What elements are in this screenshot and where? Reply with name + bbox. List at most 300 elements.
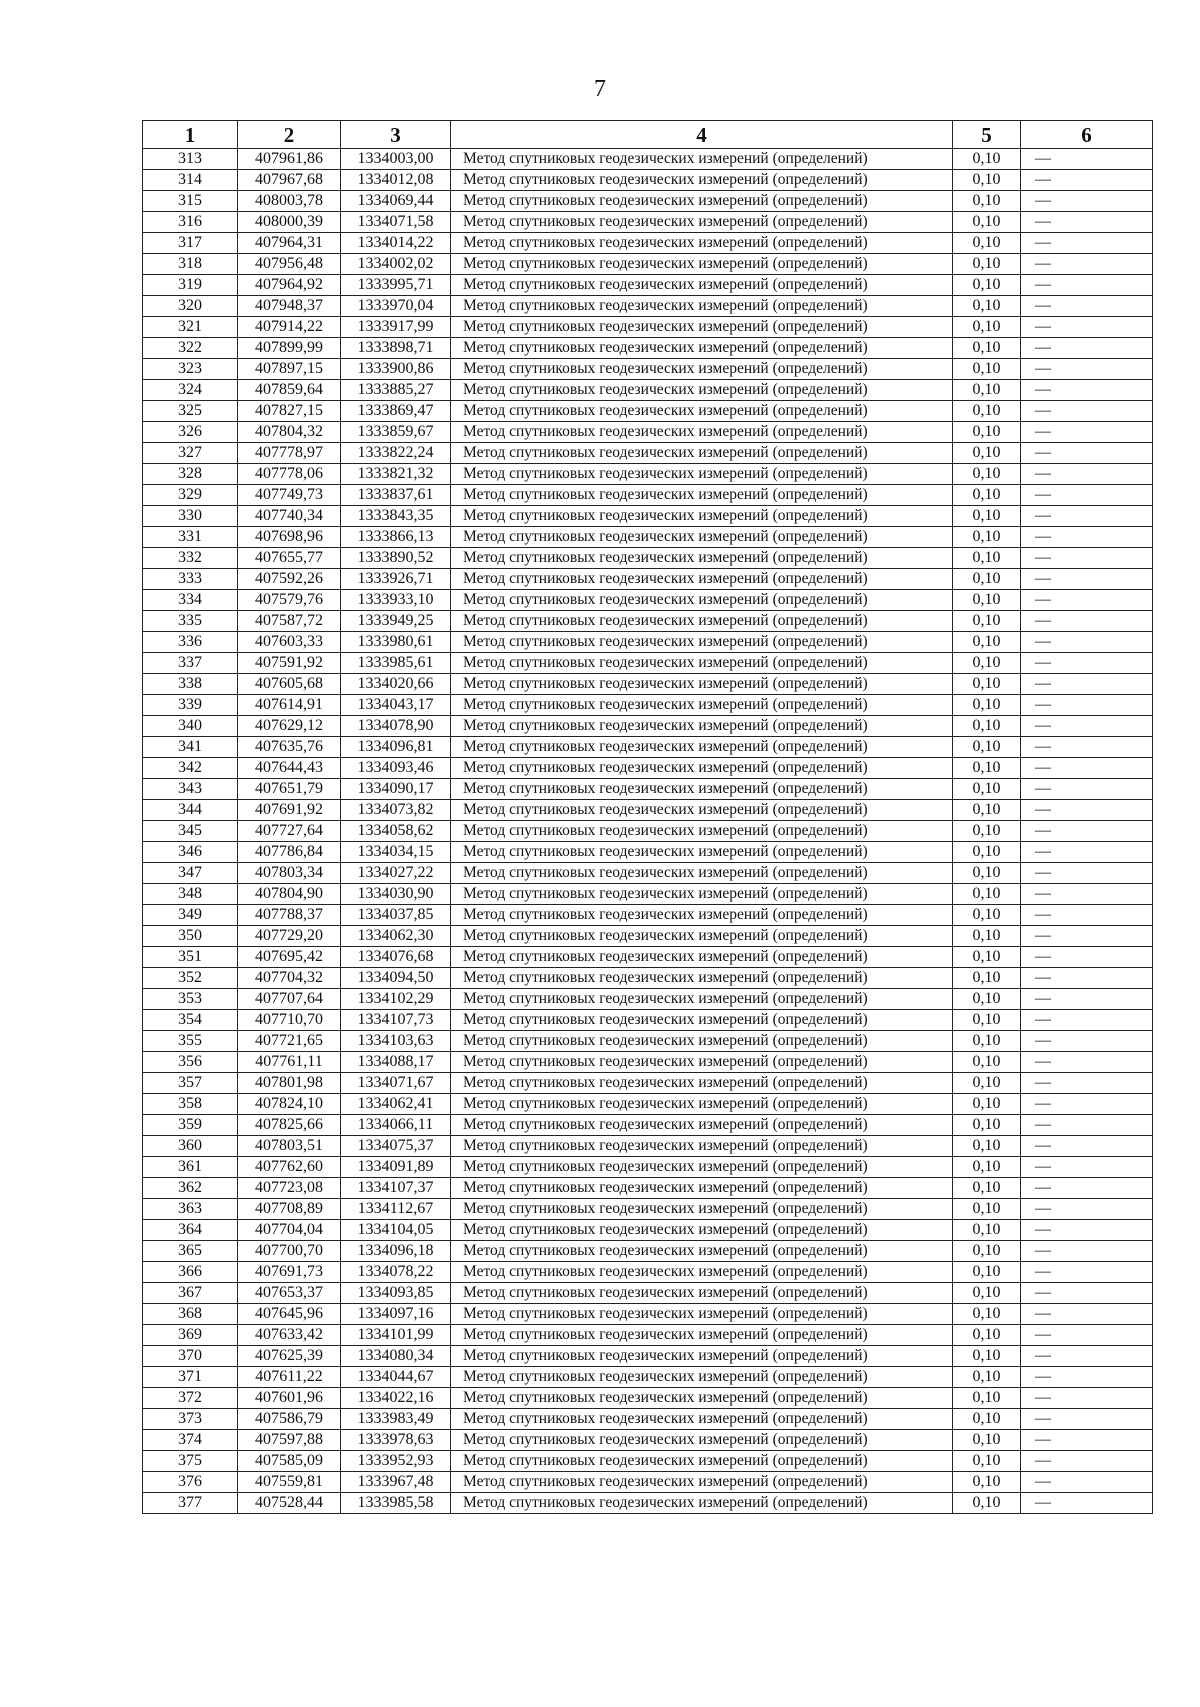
point-number-cell: 326 (143, 422, 238, 443)
accuracy-cell: 0,10 (953, 233, 1021, 254)
description-cell: — (1021, 590, 1153, 611)
description-cell: — (1021, 1136, 1153, 1157)
point-number-cell: 316 (143, 212, 238, 233)
description-cell: — (1021, 1262, 1153, 1283)
description-cell: — (1021, 695, 1153, 716)
accuracy-cell: 0,10 (953, 1073, 1021, 1094)
method-cell: Метод спутниковых геодезических измерений (определений) (451, 275, 953, 296)
table-row (143, 422, 1153, 443)
x-coordinate-cell: 407749,73 (238, 485, 341, 506)
point-number-cell: 351 (143, 947, 238, 968)
accuracy-cell: 0,10 (953, 674, 1021, 695)
point-number-cell: 366 (143, 1262, 238, 1283)
y-coordinate-cell: 1334071,67 (341, 1073, 451, 1094)
table-row (143, 1052, 1153, 1073)
accuracy-cell: 0,10 (953, 737, 1021, 758)
description-cell: — (1021, 968, 1153, 989)
table-row (143, 821, 1153, 842)
table-row (143, 338, 1153, 359)
y-coordinate-cell: 1333890,52 (341, 548, 451, 569)
description-cell: — (1021, 296, 1153, 317)
x-coordinate-cell: 407964,92 (238, 275, 341, 296)
y-coordinate-cell: 1333952,93 (341, 1451, 451, 1472)
description-cell: — (1021, 821, 1153, 842)
description-cell: — (1021, 254, 1153, 275)
x-coordinate-cell: 407653,37 (238, 1283, 341, 1304)
point-number-cell: 327 (143, 443, 238, 464)
method-cell: Метод спутниковых геодезических измерений (определений) (451, 1073, 953, 1094)
x-coordinate-cell: 407824,10 (238, 1094, 341, 1115)
y-coordinate-cell: 1334012,08 (341, 170, 451, 191)
method-cell: Метод спутниковых геодезических измерений (определений) (451, 485, 953, 506)
point-number-cell: 364 (143, 1220, 238, 1241)
description-cell: — (1021, 338, 1153, 359)
x-coordinate-cell: 408000,39 (238, 212, 341, 233)
page-number: 7 (594, 76, 606, 102)
point-number-cell: 375 (143, 1451, 238, 1472)
method-cell: Метод спутниковых геодезических измерений (определений) (451, 1157, 953, 1178)
method-cell: Метод спутниковых геодезических измерений (определений) (451, 590, 953, 611)
method-cell: Метод спутниковых геодезических измерений (определений) (451, 821, 953, 842)
method-cell: Метод спутниковых геодезических измерений (определений) (451, 380, 953, 401)
x-coordinate-cell: 407695,42 (238, 947, 341, 968)
header-col-2: 2 (238, 121, 341, 149)
accuracy-cell: 0,10 (953, 1010, 1021, 1031)
accuracy-cell: 0,10 (953, 338, 1021, 359)
x-coordinate-cell: 407762,60 (238, 1157, 341, 1178)
table-row (143, 296, 1153, 317)
accuracy-cell: 0,10 (953, 905, 1021, 926)
y-coordinate-cell: 1334003,00 (341, 149, 451, 170)
table-row (143, 275, 1153, 296)
accuracy-cell: 0,10 (953, 1115, 1021, 1136)
description-cell: — (1021, 1346, 1153, 1367)
description-cell: — (1021, 506, 1153, 527)
description-cell: — (1021, 1388, 1153, 1409)
description-cell: — (1021, 1493, 1153, 1514)
table-row (143, 254, 1153, 275)
x-coordinate-cell: 407651,79 (238, 779, 341, 800)
point-number-cell: 331 (143, 527, 238, 548)
y-coordinate-cell: 1334076,68 (341, 947, 451, 968)
table-row (143, 1451, 1153, 1472)
accuracy-cell: 0,10 (953, 1157, 1021, 1178)
table-row (143, 506, 1153, 527)
accuracy-cell: 0,10 (953, 1220, 1021, 1241)
accuracy-cell: 0,10 (953, 716, 1021, 737)
y-coordinate-cell: 1334044,67 (341, 1367, 451, 1388)
method-cell: Метод спутниковых геодезических измерений (определений) (451, 1367, 953, 1388)
x-coordinate-cell: 407528,44 (238, 1493, 341, 1514)
description-cell: — (1021, 716, 1153, 737)
description-cell: — (1021, 632, 1153, 653)
method-cell: Метод спутниковых геодезических измерений (определений) (451, 149, 953, 170)
accuracy-cell: 0,10 (953, 254, 1021, 275)
y-coordinate-cell: 1333866,13 (341, 527, 451, 548)
point-number-cell: 358 (143, 1094, 238, 1115)
description-cell: — (1021, 1157, 1153, 1178)
x-coordinate-cell: 407914,22 (238, 317, 341, 338)
description-cell: — (1021, 1178, 1153, 1199)
accuracy-cell: 0,10 (953, 1199, 1021, 1220)
description-cell: — (1021, 422, 1153, 443)
accuracy-cell: 0,10 (953, 590, 1021, 611)
table-row (143, 905, 1153, 926)
point-number-cell: 335 (143, 611, 238, 632)
y-coordinate-cell: 1333949,25 (341, 611, 451, 632)
method-cell: Метод спутниковых геодезических измерений (определений) (451, 212, 953, 233)
method-cell: Метод спутниковых геодезических измерений (определений) (451, 527, 953, 548)
y-coordinate-cell: 1333859,67 (341, 422, 451, 443)
method-cell: Метод спутниковых геодезических измерений (определений) (451, 653, 953, 674)
point-number-cell: 346 (143, 842, 238, 863)
method-cell: Метод спутниковых геодезических измерений (определений) (451, 1346, 953, 1367)
accuracy-cell: 0,10 (953, 317, 1021, 338)
point-number-cell: 353 (143, 989, 238, 1010)
table-row (143, 863, 1153, 884)
x-coordinate-cell: 407948,37 (238, 296, 341, 317)
point-number-cell: 354 (143, 1010, 238, 1031)
table-row (143, 359, 1153, 380)
y-coordinate-cell: 1333900,86 (341, 359, 451, 380)
y-coordinate-cell: 1334091,89 (341, 1157, 451, 1178)
description-cell: — (1021, 1220, 1153, 1241)
x-coordinate-cell: 407704,32 (238, 968, 341, 989)
x-coordinate-cell: 407788,37 (238, 905, 341, 926)
y-coordinate-cell: 1333898,71 (341, 338, 451, 359)
accuracy-cell: 0,10 (953, 653, 1021, 674)
point-number-cell: 324 (143, 380, 238, 401)
x-coordinate-cell: 407801,98 (238, 1073, 341, 1094)
x-coordinate-cell: 407587,72 (238, 611, 341, 632)
method-cell: Метод спутниковых геодезических измерений (определений) (451, 842, 953, 863)
table-row (143, 926, 1153, 947)
accuracy-cell: 0,10 (953, 989, 1021, 1010)
method-cell: Метод спутниковых геодезических измерений (определений) (451, 1199, 953, 1220)
x-coordinate-cell: 407605,68 (238, 674, 341, 695)
method-cell: Метод спутниковых геодезических измерений (определений) (451, 233, 953, 254)
accuracy-cell: 0,10 (953, 1094, 1021, 1115)
point-number-cell: 342 (143, 758, 238, 779)
method-cell: Метод спутниковых геодезических измерений (определений) (451, 1283, 953, 1304)
table-row (143, 464, 1153, 485)
x-coordinate-cell: 407803,51 (238, 1136, 341, 1157)
accuracy-cell: 0,10 (953, 1493, 1021, 1514)
y-coordinate-cell: 1334078,22 (341, 1262, 451, 1283)
x-coordinate-cell: 407778,06 (238, 464, 341, 485)
table-row (143, 1367, 1153, 1388)
y-coordinate-cell: 1334034,15 (341, 842, 451, 863)
accuracy-cell: 0,10 (953, 1304, 1021, 1325)
coordinates-table (142, 120, 1153, 1514)
description-cell: — (1021, 233, 1153, 254)
accuracy-cell: 0,10 (953, 632, 1021, 653)
y-coordinate-cell: 1334078,90 (341, 716, 451, 737)
point-number-cell: 363 (143, 1199, 238, 1220)
accuracy-cell: 0,10 (953, 779, 1021, 800)
y-coordinate-cell: 1334075,37 (341, 1136, 451, 1157)
description-cell: — (1021, 359, 1153, 380)
description-cell: — (1021, 443, 1153, 464)
method-cell: Метод спутниковых геодезических измерений (определений) (451, 989, 953, 1010)
x-coordinate-cell: 407629,12 (238, 716, 341, 737)
table-row (143, 548, 1153, 569)
y-coordinate-cell: 1334062,30 (341, 926, 451, 947)
y-coordinate-cell: 1333978,63 (341, 1430, 451, 1451)
table-row (143, 1115, 1153, 1136)
point-number-cell: 367 (143, 1283, 238, 1304)
x-coordinate-cell: 407778,97 (238, 443, 341, 464)
y-coordinate-cell: 1334037,85 (341, 905, 451, 926)
description-cell: — (1021, 485, 1153, 506)
method-cell: Метод спутниковых геодезических измерений (определений) (451, 758, 953, 779)
accuracy-cell: 0,10 (953, 506, 1021, 527)
method-cell: Метод спутниковых геодезических измерений (определений) (451, 779, 953, 800)
method-cell: Метод спутниковых геодезических измерений (определений) (451, 674, 953, 695)
method-cell: Метод спутниковых геодезических измерений (определений) (451, 338, 953, 359)
description-cell: — (1021, 1283, 1153, 1304)
accuracy-cell: 0,10 (953, 1241, 1021, 1262)
accuracy-cell: 0,10 (953, 170, 1021, 191)
point-number-cell: 365 (143, 1241, 238, 1262)
table-row (143, 569, 1153, 590)
x-coordinate-cell: 407585,09 (238, 1451, 341, 1472)
y-coordinate-cell: 1334069,44 (341, 191, 451, 212)
point-number-cell: 330 (143, 506, 238, 527)
accuracy-cell: 0,10 (953, 1367, 1021, 1388)
description-cell: — (1021, 1430, 1153, 1451)
y-coordinate-cell: 1333970,04 (341, 296, 451, 317)
accuracy-cell: 0,10 (953, 485, 1021, 506)
description-cell: — (1021, 1031, 1153, 1052)
accuracy-cell: 0,10 (953, 149, 1021, 170)
description-cell: — (1021, 548, 1153, 569)
description-cell: — (1021, 905, 1153, 926)
y-coordinate-cell: 1333980,61 (341, 632, 451, 653)
method-cell: Метод спутниковых геодезических измерений (определений) (451, 737, 953, 758)
y-coordinate-cell: 1334071,58 (341, 212, 451, 233)
method-cell: Метод спутниковых геодезических измерений (определений) (451, 1325, 953, 1346)
table-row (143, 716, 1153, 737)
method-cell: Метод спутниковых геодезических измерений (определений) (451, 170, 953, 191)
method-cell: Метод спутниковых геодезических измерений (определений) (451, 1178, 953, 1199)
table-row (143, 1094, 1153, 1115)
table-row (143, 1472, 1153, 1493)
x-coordinate-cell: 407655,77 (238, 548, 341, 569)
description-cell: — (1021, 1073, 1153, 1094)
table-row (143, 1157, 1153, 1178)
point-number-cell: 323 (143, 359, 238, 380)
accuracy-cell: 0,10 (953, 569, 1021, 590)
point-number-cell: 345 (143, 821, 238, 842)
point-number-cell: 377 (143, 1493, 238, 1514)
method-cell: Метод спутниковых геодезических измерений (определений) (451, 1304, 953, 1325)
x-coordinate-cell: 407804,32 (238, 422, 341, 443)
y-coordinate-cell: 1334088,17 (341, 1052, 451, 1073)
x-coordinate-cell: 407899,99 (238, 338, 341, 359)
y-coordinate-cell: 1334002,02 (341, 254, 451, 275)
table-row (143, 611, 1153, 632)
x-coordinate-cell: 407592,26 (238, 569, 341, 590)
x-coordinate-cell: 407691,92 (238, 800, 341, 821)
x-coordinate-cell: 407614,91 (238, 695, 341, 716)
table-row (143, 737, 1153, 758)
method-cell: Метод спутниковых геодезических измерений (определений) (451, 800, 953, 821)
accuracy-cell: 0,10 (953, 1325, 1021, 1346)
accuracy-cell: 0,10 (953, 842, 1021, 863)
method-cell: Метод спутниковых геодезических измерений (определений) (451, 905, 953, 926)
table-row (143, 1241, 1153, 1262)
x-coordinate-cell: 407825,66 (238, 1115, 341, 1136)
y-coordinate-cell: 1334058,62 (341, 821, 451, 842)
description-cell: — (1021, 800, 1153, 821)
description-cell: — (1021, 1304, 1153, 1325)
description-cell: — (1021, 737, 1153, 758)
description-cell: — (1021, 779, 1153, 800)
description-cell: — (1021, 863, 1153, 884)
point-number-cell: 314 (143, 170, 238, 191)
x-coordinate-cell: 407740,34 (238, 506, 341, 527)
point-number-cell: 344 (143, 800, 238, 821)
point-number-cell: 333 (143, 569, 238, 590)
header-col-4: 4 (451, 121, 953, 149)
table-row (143, 1010, 1153, 1031)
x-coordinate-cell: 407707,64 (238, 989, 341, 1010)
description-cell: — (1021, 191, 1153, 212)
point-number-cell: 376 (143, 1472, 238, 1493)
accuracy-cell: 0,10 (953, 401, 1021, 422)
x-coordinate-cell: 407597,88 (238, 1430, 341, 1451)
table-row (143, 779, 1153, 800)
x-coordinate-cell: 407708,89 (238, 1199, 341, 1220)
table-row (143, 674, 1153, 695)
table-row (143, 1283, 1153, 1304)
point-number-cell: 315 (143, 191, 238, 212)
table-row (143, 149, 1153, 170)
accuracy-cell: 0,10 (953, 464, 1021, 485)
table-row (143, 989, 1153, 1010)
x-coordinate-cell: 407859,64 (238, 380, 341, 401)
y-coordinate-cell: 1334097,16 (341, 1304, 451, 1325)
y-coordinate-cell: 1334080,34 (341, 1346, 451, 1367)
method-cell: Метод спутниковых геодезических измерений (определений) (451, 1115, 953, 1136)
x-coordinate-cell: 407967,68 (238, 170, 341, 191)
method-cell: Метод спутниковых геодезических измерений (определений) (451, 1052, 953, 1073)
point-number-cell: 372 (143, 1388, 238, 1409)
accuracy-cell: 0,10 (953, 800, 1021, 821)
y-coordinate-cell: 1334093,85 (341, 1283, 451, 1304)
y-coordinate-cell: 1334101,99 (341, 1325, 451, 1346)
description-cell: — (1021, 1325, 1153, 1346)
method-cell: Метод спутниковых геодезических измерений (определений) (451, 1409, 953, 1430)
point-number-cell: 321 (143, 317, 238, 338)
accuracy-cell: 0,10 (953, 1283, 1021, 1304)
method-cell: Метод спутниковых геодезических измерений (определений) (451, 611, 953, 632)
description-cell: — (1021, 1052, 1153, 1073)
method-cell: Метод спутниковых геодезических измерений (определений) (451, 1451, 953, 1472)
method-cell: Метод спутниковых геодезических измерений (определений) (451, 1472, 953, 1493)
description-cell: — (1021, 1094, 1153, 1115)
table-row (143, 443, 1153, 464)
x-coordinate-cell: 408003,78 (238, 191, 341, 212)
y-coordinate-cell: 1333985,61 (341, 653, 451, 674)
method-cell: Метод спутниковых геодезических измерений (определений) (451, 884, 953, 905)
description-cell: — (1021, 1199, 1153, 1220)
point-number-cell: 332 (143, 548, 238, 569)
x-coordinate-cell: 407761,11 (238, 1052, 341, 1073)
description-cell: — (1021, 989, 1153, 1010)
accuracy-cell: 0,10 (953, 1262, 1021, 1283)
point-number-cell: 355 (143, 1031, 238, 1052)
y-coordinate-cell: 1334107,37 (341, 1178, 451, 1199)
y-coordinate-cell: 1334062,41 (341, 1094, 451, 1115)
table-row (143, 212, 1153, 233)
method-cell: Метод спутниковых геодезических измерений (определений) (451, 317, 953, 338)
x-coordinate-cell: 407633,42 (238, 1325, 341, 1346)
table-row (143, 1031, 1153, 1052)
method-cell: Метод спутниковых геодезических измерений (определений) (451, 422, 953, 443)
point-number-cell: 328 (143, 464, 238, 485)
y-coordinate-cell: 1333985,58 (341, 1493, 451, 1514)
point-number-cell: 318 (143, 254, 238, 275)
y-coordinate-cell: 1334103,63 (341, 1031, 451, 1052)
header-row (143, 121, 1153, 149)
table-row (143, 1136, 1153, 1157)
y-coordinate-cell: 1334096,18 (341, 1241, 451, 1262)
table-row (143, 401, 1153, 422)
y-coordinate-cell: 1334014,22 (341, 233, 451, 254)
point-number-cell: 320 (143, 296, 238, 317)
header-col-3: 3 (341, 121, 451, 149)
description-cell: — (1021, 275, 1153, 296)
description-cell: — (1021, 842, 1153, 863)
description-cell: — (1021, 569, 1153, 590)
y-coordinate-cell: 1333869,47 (341, 401, 451, 422)
point-number-cell: 317 (143, 233, 238, 254)
header-col-1: 1 (143, 121, 238, 149)
y-coordinate-cell: 1333821,32 (341, 464, 451, 485)
table-row (143, 1262, 1153, 1283)
description-cell: — (1021, 1367, 1153, 1388)
x-coordinate-cell: 407803,34 (238, 863, 341, 884)
accuracy-cell: 0,10 (953, 758, 1021, 779)
x-coordinate-cell: 407897,15 (238, 359, 341, 380)
x-coordinate-cell: 407700,70 (238, 1241, 341, 1262)
accuracy-cell: 0,10 (953, 191, 1021, 212)
accuracy-cell: 0,10 (953, 527, 1021, 548)
point-number-cell: 356 (143, 1052, 238, 1073)
accuracy-cell: 0,10 (953, 1031, 1021, 1052)
method-cell: Метод спутниковых геодезических измерений (определений) (451, 1136, 953, 1157)
header-col-6: 6 (1021, 121, 1153, 149)
description-cell: — (1021, 947, 1153, 968)
description-cell: — (1021, 884, 1153, 905)
point-number-cell: 373 (143, 1409, 238, 1430)
y-coordinate-cell: 1334022,16 (341, 1388, 451, 1409)
description-cell: — (1021, 1472, 1153, 1493)
point-number-cell: 357 (143, 1073, 238, 1094)
point-number-cell: 348 (143, 884, 238, 905)
point-number-cell: 325 (143, 401, 238, 422)
method-cell: Метод спутниковых геодезических измерений (определений) (451, 926, 953, 947)
y-coordinate-cell: 1334102,29 (341, 989, 451, 1010)
method-cell: Метод спутниковых геодезических измерений (определений) (451, 464, 953, 485)
x-coordinate-cell: 407611,22 (238, 1367, 341, 1388)
accuracy-cell: 0,10 (953, 275, 1021, 296)
description-cell: — (1021, 1115, 1153, 1136)
description-cell: — (1021, 149, 1153, 170)
accuracy-cell: 0,10 (953, 1346, 1021, 1367)
